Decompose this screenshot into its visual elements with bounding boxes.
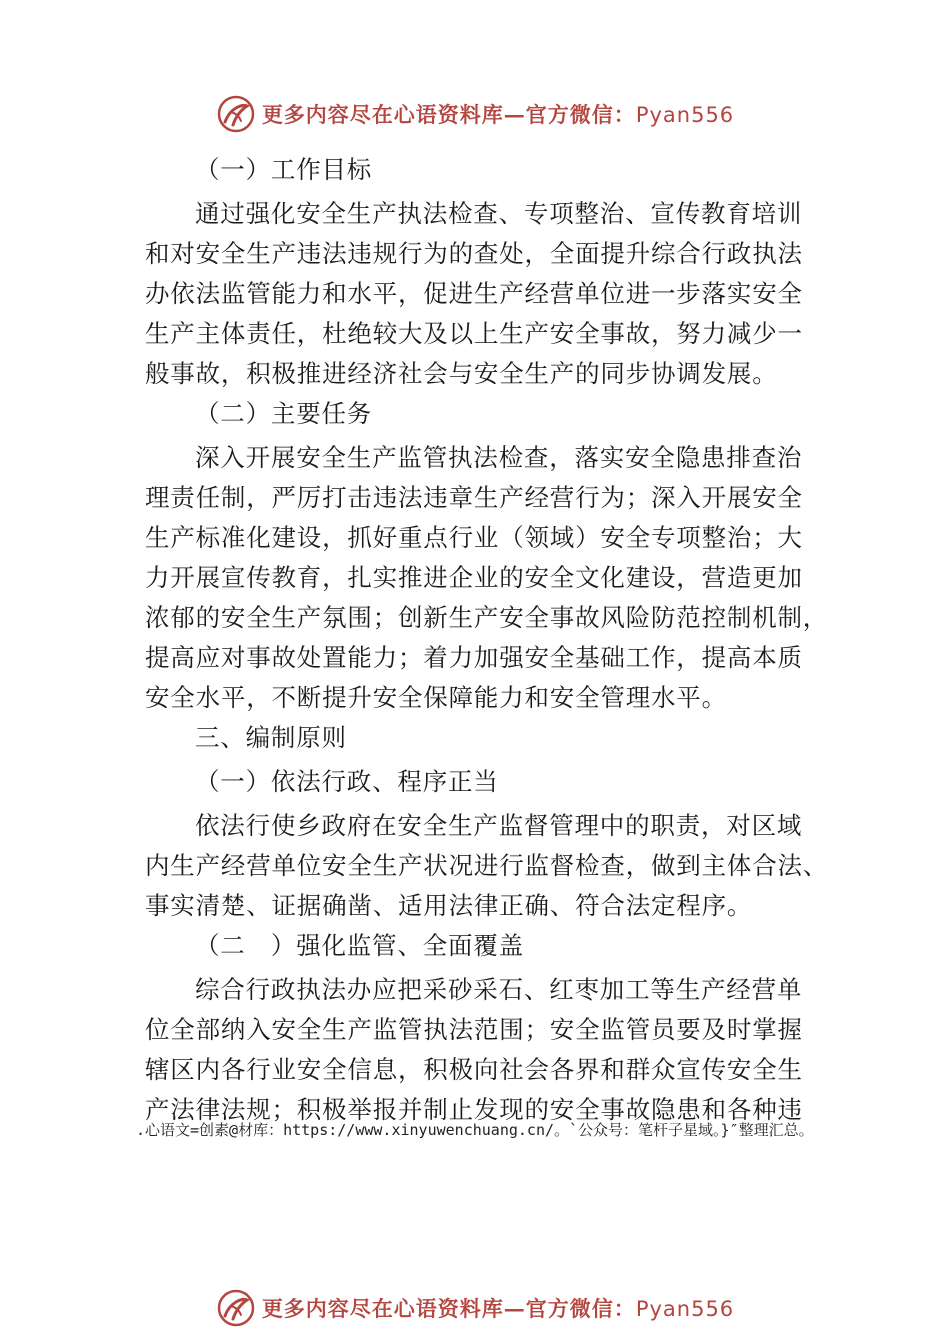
paragraph-line: 般事故，积极推进经济社会与安全生产的同步协调发展。 [145,359,778,388]
paragraph-line: 生产主体责任，杜绝较大及以上生产安全事故，努力减少一 [145,319,803,348]
paragraph-line: 综合行政执法办应把采砂采石、红枣加工等生产经营单 [195,975,803,1004]
wechat-id: Pyan556 [635,103,735,127]
source-footnote: .心语文=创素@材库：https://www.xinyuwenchuang.cn/。`公众号：笔杆子星域。}″整理汇总。 [136,1121,814,1139]
paragraph-line: 产法律法规；积极举报并制止发现的安全事故隐患和各种违 [145,1095,803,1124]
header-banner [0,92,950,136]
paragraph-line: 浓郁的安全生产氛围；创新生产安全事故风险防范控制机制， [145,603,829,632]
banner-text: 更多内容尽在心语资料库—官方微信：Pyan556 [261,1296,735,1321]
paragraph-line: 提高应对事故处置能力；着力加强安全基础工作，提高本质 [145,643,803,672]
paragraph-line: 辖区内各行业安全信息，积极向社会各界和群众宣传安全生 [145,1055,803,1084]
section-heading-tasks: （二）主要任务 [195,399,373,428]
paragraph-line: 生产标准化建设，抓好重点行业（领域）安全专项整治；大 [145,523,803,552]
section-heading-principles: 三、编制原则 [195,723,347,752]
subsection-heading-lawful: （一）依法行政、程序正当 [195,767,499,796]
paragraph-line: 通过强化安全生产执法检查、专项整治、宣传教育培训 [195,199,803,228]
paragraph-line: 力开展宣传教育，扎实推进企业的安全文化建设，营造更加 [145,563,803,592]
brand-logo-icon [216,94,256,134]
paragraph-line: 办依法监管能力和水平，促进生产经营单位进一步落实安全 [145,279,803,308]
wechat-id: Pyan556 [635,1297,735,1321]
footer-banner [0,1286,950,1330]
paragraph-line: 理责任制，严厉打击违法违章生产经营行为；深入开展安全 [145,483,803,512]
subsection-heading-supervision: （二 ）强化监管、全面覆盖 [195,931,524,960]
paragraph-line: 和对安全生产违法违规行为的查处，全面提升综合行政执法 [145,239,803,268]
paragraph-line: 深入开展安全生产监管执法检查，落实安全隐患排查治 [195,443,803,472]
brand-logo-icon [216,1288,256,1328]
paragraph-line: 事实清楚、证据确凿、适用法律正确、符合法定程序。 [145,891,753,920]
document-body [145,150,829,1130]
paragraph-line: 依法行使乡政府在安全生产监督管理中的职责，对区域 [195,811,803,840]
paragraph-line: 内生产经营单位安全生产状况进行监督检查，做到主体合法、 [145,851,829,880]
section-heading-goals: （一）工作目标 [195,155,373,184]
banner-text: 更多内容尽在心语资料库—官方微信：Pyan556 [261,102,735,127]
paragraph-line: 位全部纳入安全生产监管执法范围；安全监管员要及时掌握 [145,1015,803,1044]
paragraph-line: 安全水平，不断提升安全保障能力和安全管理水平。 [145,683,727,712]
